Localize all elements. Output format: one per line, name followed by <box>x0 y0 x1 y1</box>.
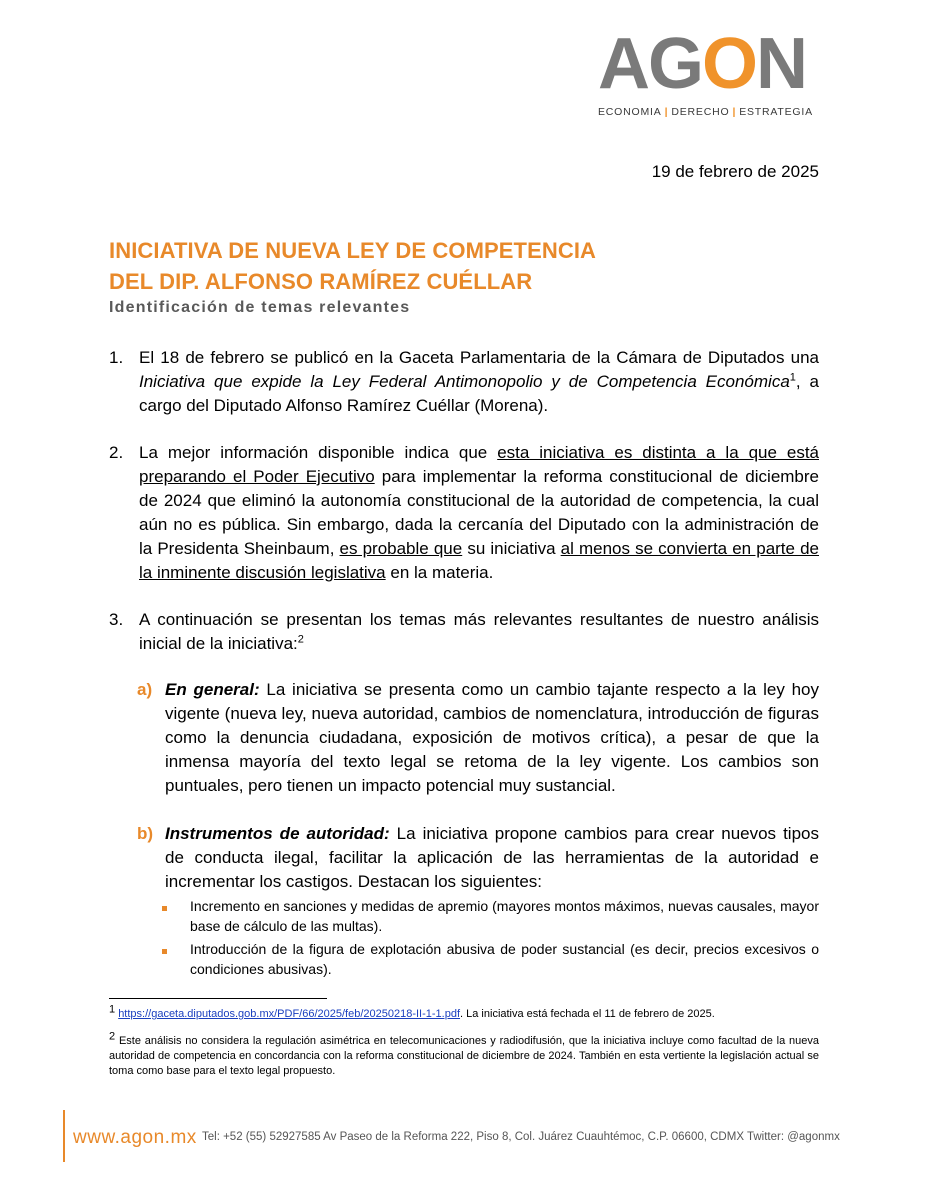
tagline-estrategia: ESTRATEGIA <box>739 106 813 118</box>
text-run: en la materia. <box>385 563 494 582</box>
logo-letter-n: N <box>756 24 807 104</box>
logo-letter-a: A <box>598 24 648 104</box>
logo-tagline <box>598 106 823 118</box>
underlined-text: es probable que <box>339 539 463 558</box>
text-run: para implementar la reforma constitucional de diciembre de 2024 que eliminó la autonomía constitucional de la autoridad de competencia, la cual aún no es pública. Sin embargo, dada la cercanía del Diputado con la administración de la Presidenta Sheinbaum, <box>139 467 820 558</box>
paragraph-text <box>139 346 819 418</box>
footnote-text: . La iniciativa está fechada el 11 de febrero de 2025. <box>460 1008 715 1020</box>
footnote-separator <box>109 998 327 999</box>
paragraph-number: 2. <box>109 443 124 462</box>
paragraph-text <box>139 441 819 585</box>
footnote-1 <box>109 1003 819 1022</box>
footnote-text: Este análisis no considera la regulación asimétrica en telecomunicaciones y radiodifusión, que la iniciativa incluye como facultad de la nueva autoridad de competencia en concordancia con la reforma constitucional de diciembre de 2024. También en esta vertiente la legislación actual se toma como base para el texto legal propuesto. <box>109 1035 819 1077</box>
footnote-mark: 2 <box>109 1030 116 1043</box>
numbered-paragraph-1 <box>109 346 819 418</box>
square-bullet-icon <box>162 939 172 979</box>
bullet-item <box>165 939 819 979</box>
text-run: La iniciativa se presenta como un cambio tajante respecto a la ley hoy vigente (nueva ley, nueva autoridad, cambios de nomenclatura, introducción de figuras como la denuncia ciudadana, exposición de motivos crítica), a pesar de que la inmensa mayoría del texto legal se retoma de la ley vigente. Los cambios son puntuales, pero tienen un impacto potencial muy sustancial. <box>165 680 819 795</box>
bullet-item <box>165 896 819 936</box>
text-run: La mejor información disponible indica que <box>139 443 498 462</box>
tagline-derecho: DERECHO <box>671 106 730 118</box>
title-line-1: INICIATIVA DE NUEVA LEY DE COMPETENCIA <box>109 238 597 263</box>
square-bullet-icon <box>162 896 172 936</box>
subitem-text <box>165 678 819 798</box>
document-subtitle: Identificación de temas relevantes <box>109 299 411 316</box>
subitem-a <box>137 678 819 798</box>
footnote-2 <box>109 1030 819 1079</box>
document-body <box>109 346 819 982</box>
paragraph-text <box>139 608 819 656</box>
text-run: La iniciativa propone cambios para crear nuevos tipos de conducta ilegal, facilitar la aplicación de las herramientas de la autoridad e incrementar los castigos. Destacan los siguientes: <box>165 824 819 891</box>
logo-wordmark <box>598 24 823 104</box>
paragraph-number: 1. <box>109 348 124 367</box>
text-run: A continuación se presentan los temas más relevantes resultantes de nuestro análisis inicial de la iniciativa: <box>139 610 819 653</box>
footnote-ref-2[interactable]: 2 <box>297 633 304 646</box>
underlined-text: al menos se convierta en parte de la inminente discusión legislativa <box>139 539 819 582</box>
tagline-economia: ECONOMIA <box>598 106 662 118</box>
document-date: 19 de febrero de 2025 <box>651 162 819 181</box>
subitem-letter: b) <box>137 824 154 843</box>
document-title <box>109 235 596 297</box>
title-line-2: DEL DIP. ALFONSO RAMÍREZ CUÉLLAR <box>109 269 533 294</box>
text-run: su iniciativa <box>462 539 561 558</box>
footer-contact: Tel: +52 (55) 52927585 Av Paseo de la Reforma 222, Piso 8, Col. Juárez Cuauhtémoc, C.P. 06600, CDMX Twitter: @agonmx <box>202 1131 840 1143</box>
numbered-paragraph-3 <box>109 608 819 656</box>
subitem-text <box>165 822 819 982</box>
bullet-list <box>165 896 819 979</box>
subitem-heading: En general: <box>165 680 260 699</box>
underlined-text: esta iniciativa es distinta a la que está preparando el Poder Ejecutivo <box>139 443 819 486</box>
text-run: , a cargo del Diputado Alfonso Ramírez Cuéllar (Morena). <box>139 372 819 415</box>
initiative-name: Iniciativa que expide la Ley Federal Antimonopolio y de Competencia Económica <box>139 372 790 391</box>
bullet-text: Introducción de la figura de explotación abusiva de poder sustancial (es decir, precios excesivos o condiciones abusivas). <box>190 941 819 977</box>
paragraph-number: 3. <box>109 610 124 629</box>
subitem-heading: Instrumentos de autoridad: <box>165 824 390 843</box>
footnote-ref-1[interactable]: 1 <box>789 371 796 384</box>
footer-accent-bar <box>63 1110 65 1162</box>
bullet-text: Incremento en sanciones y medidas de apremio (mayores montos máximos, nuevas causales, mayor base de cálculo de las multas). <box>190 898 819 934</box>
logo-letter-o: O <box>702 24 757 104</box>
gaceta-link[interactable]: https://gaceta.diputados.gob.mx/PDF/66/2025/feb/20250218-II-1-1.pdf <box>118 1008 461 1020</box>
page-footer <box>63 1110 863 1162</box>
tagline-separator: | <box>732 106 737 118</box>
subitem-letter: a) <box>137 680 153 699</box>
footnotes <box>109 1003 819 1091</box>
logo-letter-g: G <box>648 24 703 104</box>
subitem-b <box>137 822 819 982</box>
numbered-paragraph-2 <box>109 441 819 585</box>
tagline-separator: | <box>664 106 669 118</box>
footnote-mark: 1 <box>109 1003 116 1016</box>
footer-website[interactable]: www.agon.mx <box>73 1127 197 1148</box>
text-run: El 18 de febrero se publicó en la Gaceta Parlamentaria de la Cámara de Diputados una <box>139 348 819 367</box>
agon-logo <box>598 24 823 118</box>
